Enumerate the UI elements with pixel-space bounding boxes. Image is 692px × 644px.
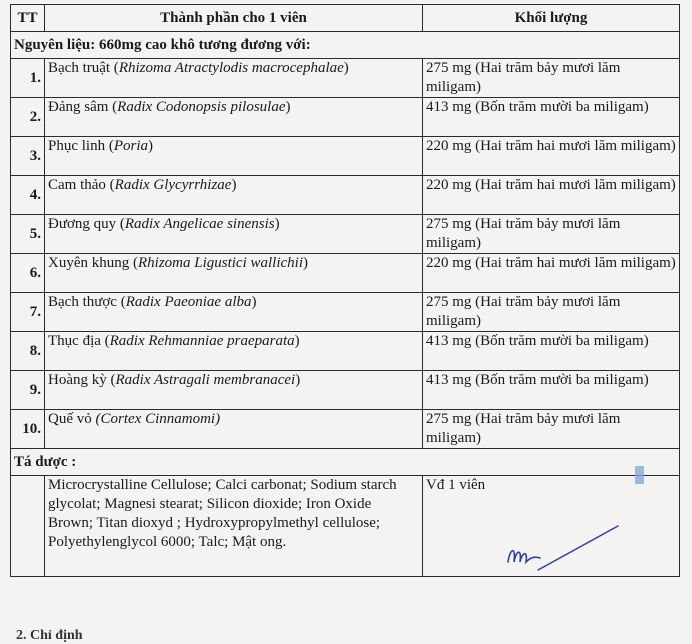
ingredient-number: 2.: [11, 98, 45, 137]
ingredient-latin: Poria: [113, 138, 149, 154]
ingredient-name: Quế vỏ: [48, 411, 96, 427]
ingredient-name-cell: [45, 59, 423, 98]
ingredient-row: [11, 137, 680, 176]
excipients-amount: Vđ 1 viên: [423, 476, 680, 577]
ingredient-amount: 275 mg (Hai trăm bảy mươi lăm miligam): [423, 215, 680, 254]
ingredient-name-cell: [45, 410, 423, 449]
ingredient-name-cell: [45, 293, 423, 332]
ingredient-number: 6.: [11, 254, 45, 293]
ingredient-row: [11, 215, 680, 254]
composition-table: [10, 4, 680, 577]
excipients-number: [11, 476, 45, 577]
ingredient-close: ): [343, 60, 349, 76]
header-mass: Khối lượng: [423, 5, 680, 32]
ingredient-name: Đảng sâm (: [48, 99, 118, 115]
ingredient-close: ): [231, 177, 237, 193]
ingredient-name: Phục linh (: [48, 138, 114, 154]
ingredient-name: Xuyên khung (: [48, 255, 138, 271]
ingredient-latin: Radix Astragali membranacei: [115, 372, 296, 388]
ingredient-name-cell: [45, 371, 423, 410]
highlight-mark: [635, 466, 644, 484]
section-footer: 2. Chỉ định: [16, 628, 83, 643]
ingredient-number: 5.: [11, 215, 45, 254]
ingredient-name-cell: [45, 98, 423, 137]
ingredient-name: Hoàng kỳ (: [48, 372, 116, 388]
ingredient-amount: 275 mg (Hai trăm bảy mươi lăm miligam): [423, 59, 680, 98]
ingredient-close: ): [148, 138, 154, 154]
ingredient-latin: Rhizoma Ligustici wallichii: [138, 255, 304, 271]
header-component: Thành phần cho 1 viên: [45, 5, 423, 32]
ingredient-amount: 413 mg (Bốn trăm mười ba miligam): [423, 98, 680, 137]
ingredient-amount: 220 mg (Hai trăm hai mươi lăm miligam): [423, 137, 680, 176]
ingredient-row: [11, 371, 680, 410]
header-tt: TT: [11, 5, 45, 32]
ingredient-name-cell: [45, 137, 423, 176]
ingredient-name-cell: [45, 332, 423, 371]
ingredient-latin: Radix Codonopsis pilosulae: [117, 99, 286, 115]
ingredient-latin: Radix Glycyrrhizae: [114, 177, 232, 193]
raw-material-row: [11, 32, 680, 59]
excipients-label: Tá dược :: [11, 449, 680, 476]
ingredient-name: Bạch thược (: [48, 294, 126, 310]
ingredient-close: ): [274, 216, 280, 232]
ingredient-number: 9.: [11, 371, 45, 410]
ingredient-row: [11, 410, 680, 449]
ingredient-number: 8.: [11, 332, 45, 371]
ingredient-amount: 220 mg (Hai trăm hai mươi lăm miligam): [423, 254, 680, 293]
excipients-row: [11, 449, 680, 476]
ingredient-amount: 413 mg (Bốn trăm mười ba miligam): [423, 371, 680, 410]
ingredient-latin: Radix Angelicae sinensis: [124, 216, 275, 232]
ingredient-row: [11, 176, 680, 215]
excipients-list: Microcrystalline Cellulose; Calci carbonat; Sodium starch glycolat; Magnesi stearat; Silicon dioxide; Iron Oxide Brown; Titan dioxyd ; Hydroxypropylmethyl cellulose; Polyethylenglycol 6000; Talc; Mật ong.: [45, 476, 423, 577]
ingredient-amount: 413 mg (Bốn trăm mười ba miligam): [423, 332, 680, 371]
ingredient-row: [11, 332, 680, 371]
ingredient-number: 4.: [11, 176, 45, 215]
ingredient-amount: 220 mg (Hai trăm hai mươi lăm miligam): [423, 176, 680, 215]
ingredient-latin: Radix Paeoniae alba: [125, 294, 252, 310]
ingredient-row: [11, 98, 680, 137]
header-row: [11, 5, 680, 32]
ingredient-name-cell: [45, 176, 423, 215]
ingredient-name: Đương quy (: [48, 216, 125, 232]
signature-mark: [500, 518, 630, 578]
ingredient-name-cell: [45, 215, 423, 254]
ingredient-name: Bạch truật (: [48, 60, 119, 76]
ingredient-number: 3.: [11, 137, 45, 176]
ingredient-amount: 275 mg (Hai trăm bảy mươi lăm miligam): [423, 410, 680, 449]
ingredient-close: ): [303, 255, 309, 271]
ingredient-number: 7.: [11, 293, 45, 332]
ingredient-latin: (Cortex Cinnamomi): [95, 411, 221, 427]
ingredient-amount: 275 mg (Hai trăm bảy mươi lăm miligam): [423, 293, 680, 332]
ingredient-row: [11, 254, 680, 293]
ingredient-row: [11, 59, 680, 98]
ingredient-latin: Radix Rehmanniae praeparata: [109, 333, 295, 349]
ingredient-latin: Rhizoma Atractylodis macrocephalae: [118, 60, 344, 76]
ingredient-close: ): [251, 294, 257, 310]
ingredient-close: ): [295, 372, 301, 388]
ingredient-close: ): [285, 99, 291, 115]
ingredient-name-cell: [45, 254, 423, 293]
ingredient-name: Thục địa (: [48, 333, 110, 349]
ingredient-name: Cam thảo (: [48, 177, 115, 193]
raw-material-label: Nguyên liệu: 660mg cao khô tương đương với:: [11, 32, 680, 59]
ingredient-number: 10.: [11, 410, 45, 449]
ingredient-row: [11, 293, 680, 332]
ingredient-number: 1.: [11, 59, 45, 98]
ingredient-close: ): [294, 333, 300, 349]
